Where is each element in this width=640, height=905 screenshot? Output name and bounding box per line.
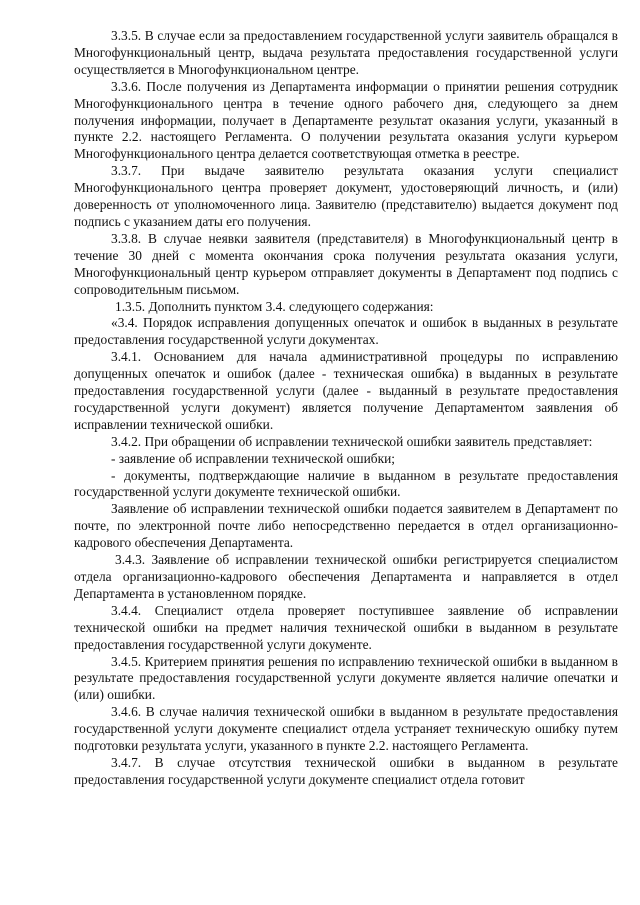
paragraph-3-3-8: 3.3.8. В случае неявки заявителя (представителя) в Многофункциональный центр в течение 30 дней с момента окончания срока получения результата оказания услуги, Многофункциональный центр курьером отправляет документы в Департамент под подпись с сопроводительным письмом. bbox=[74, 230, 618, 297]
paragraph-application-submission: Заявление об исправлении технической ошибки подается заявителем в Департамент по почте, по электронной почте либо непосредственно передается в отдел организационно-кадрового обеспечения Департамента. bbox=[74, 501, 618, 551]
paragraph-3-3-7: 3.3.7. При выдаче заявителю результата оказания услуги специалист Многофункционального центра проверяет документ, удостоверяющий личность, и (или) доверенность от уполномоченного лица. Заявителю (представителю) выдается документ под подпись с указанием даты его получения. bbox=[74, 163, 618, 229]
paragraph-3-3-5: 3.3.5. В случае если за предоставлением государственной услуги заявитель обращался в Многофункциональный центр, выдача результата предоставления государственной услуги осуществляется в Многофункциональном центре. bbox=[74, 28, 618, 77]
paragraph-3-4-1: 3.4.1. Основанием для начала административной процедуры по исправлению допущенных опечаток и ошибок (далее - техническая ошибка) в выданных в результате предоставления государственной услуги (далее - выданный в результате предоставления государственной услуги документ) является получение Департаментом заявления об исправлении технической ошибки. bbox=[74, 349, 618, 432]
paragraph-3-4-2: 3.4.2. При обращении об исправлении технической ошибки заявитель представляет: bbox=[111, 433, 593, 449]
list-item-documents: - документы, подтверждающие наличие в выданном в результате предоставления государственной услуги документе технической ошибки. bbox=[74, 467, 618, 500]
paragraph-3-3-6: 3.3.6. После получения из Департамента информации о принятии решения сотрудник Многофункционального центра в течение одного рабочего дня, следующего за днем получения информации, получает в Департаменте результат оказания услуги, указанный в пункте 2.2. настоящего Регламента. О получении результата оказания услуги курьером Многофункционального центра делается соответствующая отметка в реестре. bbox=[74, 78, 618, 162]
paragraph-3-4-5: 3.4.5. Критерием принятия решения по исправлению технической ошибки в выданном в результате предоставления государственной услуги документе является наличие опечатки и (или) ошибки. bbox=[74, 653, 618, 703]
list-item-application: - заявление об исправлении технической ошибки; bbox=[111, 450, 395, 466]
paragraph-3-4-7: 3.4.7. В случае отсутствия технической ошибки в выданном в результате предоставления государственной услуги документе специалист отдела готовит bbox=[74, 754, 618, 787]
paragraph-3-4-4: 3.4.4. Специалист отдела проверяет поступившее заявление об исправлении технической ошибки на предмет наличия технической ошибки в выданном в результате предоставления государственной услуги документе. bbox=[74, 602, 618, 652]
paragraph-1-3-5: 1.3.5. Дополнить пунктом 3.4. следующего содержания: bbox=[115, 298, 434, 314]
paragraph-3-4-heading: «3.4. Порядок исправления допущенных опечаток и ошибок в выданных в результате предоставления государственной услуги документах. bbox=[74, 315, 618, 348]
paragraph-3-4-6: 3.4.6. В случае наличия технической ошибки в выданном в результате предоставления государственной услуги документе специалист отдела устраняет техническую ошибку путем подготовки результата услуги, указанного в пункте 2.2. настоящего Регламента. bbox=[74, 704, 618, 754]
paragraph-3-4-3: 3.4.3. Заявление об исправлении технической ошибки регистрируется специалистом отдела организационно-кадрового обеспечения Департамента и направляется в отдел Департамента в установленном порядке. bbox=[74, 552, 618, 601]
